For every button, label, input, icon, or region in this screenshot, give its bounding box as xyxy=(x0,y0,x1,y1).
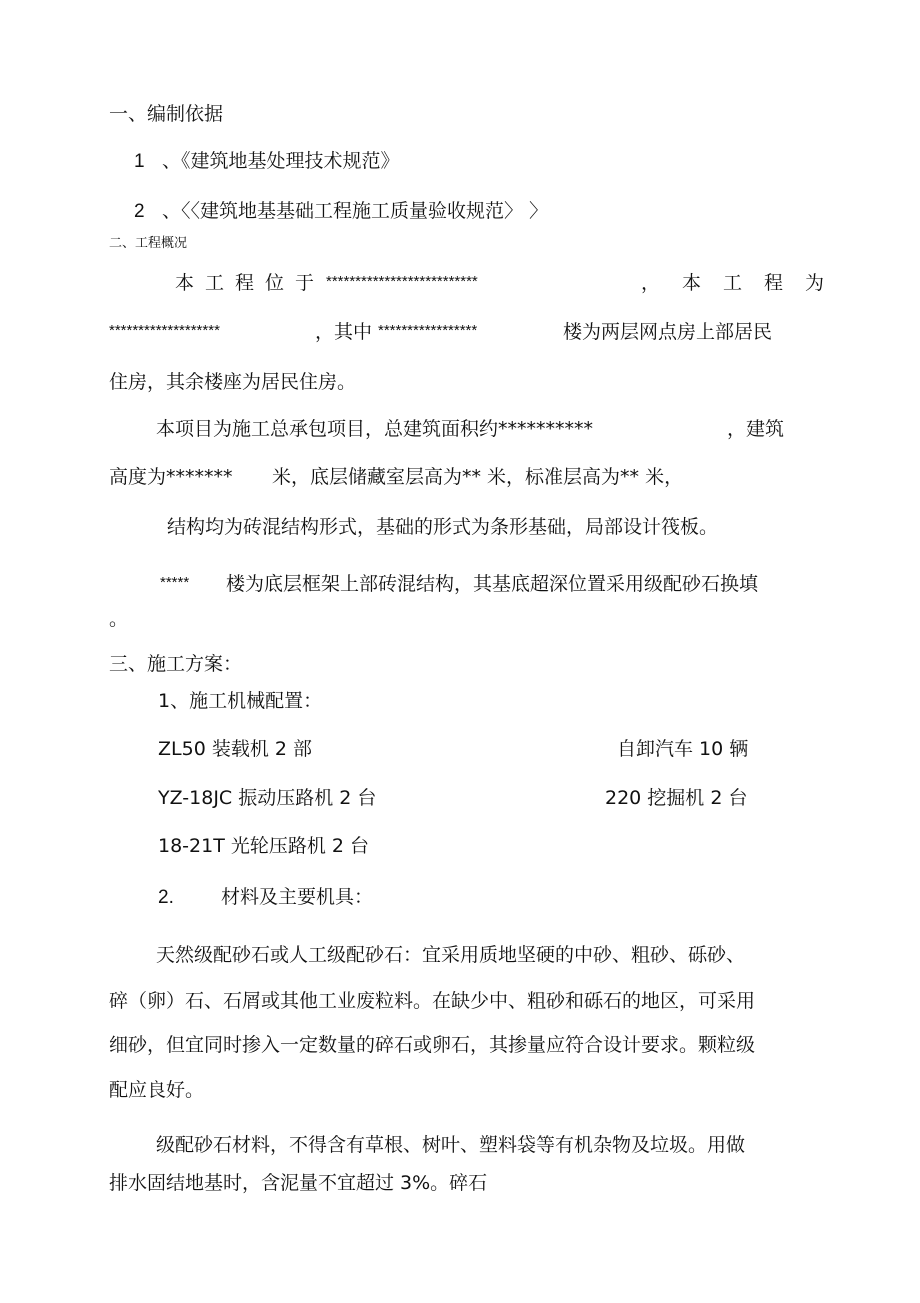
section-2-title: 二、工程概况 xyxy=(109,236,188,251)
overview-line-1-start: 本工程位于 xyxy=(175,272,326,294)
overview-masked-location: ************************** xyxy=(326,273,478,290)
overview-line-4-start: 本项目为施工总承包项目，总建筑面积约********** xyxy=(156,418,594,440)
materials-number: 2. xyxy=(158,887,174,908)
materials-title: 材料及主要机具： xyxy=(221,886,374,908)
machinery-1-right: 自卸汽车 10 辆 xyxy=(617,738,749,760)
overview-line-8: 。 xyxy=(109,608,129,630)
item-2-text: 、〈〈建筑地基基础工程施工质量验收规范〉 〉 xyxy=(162,200,549,222)
overview-line-3: 住房，其余楼座为居民住房。 xyxy=(109,371,357,393)
overview-line-2-mid: ，其中 xyxy=(315,321,373,343)
overview-masked-building: ***************** xyxy=(378,322,478,339)
overview-line-4-end: ，建筑 xyxy=(727,418,785,440)
machinery-2-right: 220 挖掘机 2 台 xyxy=(605,787,748,809)
materials-para-2-line-2: 排水固结地基时，含泥量不宜超过 3%。碎石 xyxy=(109,1172,488,1194)
overview-masked-building-2: ***** xyxy=(160,574,190,591)
item-1-text: 、《建筑地基处理技术规范》 xyxy=(162,150,400,172)
overview-line-2-end: 楼为两层网点房上部居民 xyxy=(563,321,773,343)
materials-para-1-line-2: 碎（卵）石、石屑或其他工业废粒料。在缺少中、粗砂和砾石的地区，可采用 xyxy=(109,990,756,1012)
materials-para-1-line-3: 细砂，但宜同时掺入一定数量的碎石或卵石，其掺量应符合设计要求。颗粒级 xyxy=(109,1034,756,1056)
materials-para-2-line-1: 级配砂石材料，不得含有草根、树叶、塑料袋等有机杂物及垃圾。用做 xyxy=(156,1134,746,1156)
machinery-1-left: ZL50 装载机 2 部 xyxy=(158,738,312,760)
materials-para-1-line-1: 天然级配砂石或人工级配砂石：宜采用质地坚硬的中砂、粗砂、砾砂、 xyxy=(156,944,746,966)
machinery-title: 1、施工机械配置： xyxy=(158,690,323,712)
item-1-number: 1 xyxy=(134,151,145,172)
overview-line-5-start: 高度为******* xyxy=(109,466,233,488)
materials-para-1-line-4: 配应良好。 xyxy=(109,1079,205,1101)
machinery-2-left: YZ-18JC 振动压路机 2 台 xyxy=(158,787,377,809)
item-2-number: 2 xyxy=(134,201,145,222)
overview-line-7: 楼为底层框架上部砖混结构，其基底超深位置采用级配砂石换填 xyxy=(226,573,759,595)
section-1-title: 一、编制依据 xyxy=(109,103,224,125)
overview-line-1-end: ，本工程为 xyxy=(641,272,847,294)
machinery-3-left: 18-21T 光轮压路机 2 台 xyxy=(158,835,370,857)
overview-masked-project: ******************* xyxy=(109,322,220,339)
section-3-title: 三、施工方案： xyxy=(109,653,243,675)
overview-line-6: 结构均为砖混结构形式，基础的形式为条形基础，局部设计筏板。 xyxy=(167,516,719,538)
overview-line-5-end: 米，底层储藏室层高为** 米，标准层高为** 米， xyxy=(272,466,684,488)
